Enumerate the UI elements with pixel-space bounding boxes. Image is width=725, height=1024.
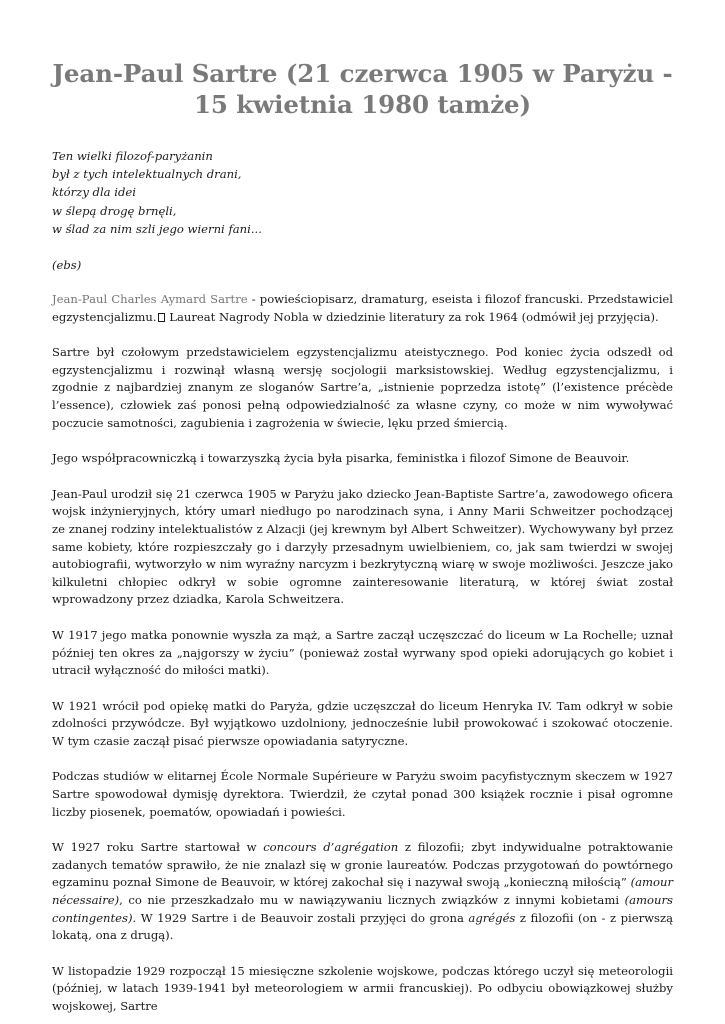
- italic-term: (amours contingentes): [52, 893, 673, 925]
- poem-line: w ślad za nim szli jego wierni fani...: [52, 221, 262, 236]
- intro-paragraph: [52, 291, 673, 326]
- paragraph-birth: Jean-Paul urodził się 21 czerwca 1905 w Paryżu jako dziecko Jean-Baptiste Sartre’a, zawodowego oficera wojsk inżynieryjnych, który umarł niedługo po narodzinach syna, i Anny Marii Schweitzer pochodzącej ze znanej rodziny intelektualistów z Alzacji (jej krewnym był Albert Schweitzer). Wychowywany był przez same kobiety, które rozpieszczały go i darzyły przesadnym uwielbieniem, co, jak sam twierdzi w swojej autobiografii, wytworzyło w nim wyraźny narcyzm i bezkrytyczną wiarę w swoje możliwości. Jeszcze jako kilkuletni chłopiec odkrył w sobie ogromne zainteresowanie literaturą, w której świat został wprowadzony przez dziadka, Karola Schweitzera.: [52, 486, 673, 607]
- poem-line: w ślepą drogę brnęli,: [52, 203, 177, 218]
- intro-text: - powieściopisarz, dramaturg, eseista i filozof francuski. Przedstawiciel egzystencjalizmu.: [52, 292, 673, 324]
- italic-term: (amour nécessaire): [52, 875, 673, 908]
- paragraph-beauvoir: Jego współpracowniczką i towarzyszką życia była pisarka, feministka i filozof Simone de Beauvoir.: [52, 451, 630, 466]
- paragraph-1917: W 1917 jego matka ponownie wyszła za mąż, a Sartre zaczął uczęszczać do liceum w La Rochelle; uznał później ten okres za „najgorszy w życiu” (ponieważ został wyrwany spod opieki adorujących go kobiet i utracił wyłączność do miłości matki).: [52, 627, 673, 678]
- paragraph-ens: Podczas studiów w elitarnej École Normale Supérieure w Paryżu swoim pacyfistycznym skeczem w 1927 Sartre spowodował dymisję dyrektora. Twierdził, że czytał ponad 300 książek rocznie i pisał ogromne liczby piosenek, poematów, opowiadań i powieści.: [52, 769, 673, 819]
- poem-signature: (ebs): [52, 258, 82, 273]
- paragraph-1929: W listopadzie 1929 rozpoczął 15 miesięczne szkolenie wojskowe, podczas którego uczył się meteorologii (później, w latach 1939-1941 był meteorologiem w armii francuskiej). Po odbyciu obowiązkowej służby wojskowej, Sartre: [52, 963, 673, 1014]
- paragraph-1927: [52, 839, 673, 945]
- text-run: z filozofii; zbyt indywidualne potraktowanie zadanych tematów sprawiło, że nie znalazł się w gronie laureatów. Podczas przygotowań do powtórnego egzaminu poznał Simone de Beauvoir, w której zakochał się i nazywał swoją „konieczną miłością”: [52, 840, 673, 890]
- poem-line: którzy dla idei: [52, 185, 136, 200]
- paragraph-existentialism: Sartre był czołowym przedstawicielem egzystencjalizmu ateistycznego. Pod koniec życia odszedł od egzystencjalizmu i rozwinął własną wersję socjologii marksistowskiej. Według egzystencjalizmu, i zgodnie z najbardziej znanym ze sloganów Sartre’a, „istnienie poprzedza istotę” (l’existence précède l’essence), człowiek zaś ponosi pełną odpowiedzialność za własne czyny, co może w nim wywoływać poczucie samotności, zagubienia i zagrożenia w świecie, lęku przed śmiercią.: [52, 345, 673, 430]
- italic-term: concours d’agrégation: [263, 840, 399, 855]
- page-title: Jean-Paul Sartre (21 czerwca 1905 w Paryżu - 15 kwietnia 1980 tamże): [52, 59, 673, 119]
- missing-glyph-icon: [158, 313, 165, 322]
- poem-line: był z tych intelektualnych drani,: [52, 167, 242, 182]
- text-run: . W 1929 Sartre i de Beauvoir zostali przyjęci do grona: [132, 910, 469, 925]
- italic-term: agrégés: [468, 910, 516, 925]
- poem-line: Ten wielki filozof-paryżanin: [52, 149, 213, 163]
- name-link[interactable]: Jean-Paul Charles Aymard Sartre: [52, 292, 248, 307]
- text-run: , co nie przeszkadzało mu w nawiązywaniu licznych związków z innymi kobietami: [119, 893, 625, 908]
- intro-text-nobel: Laureat Nagrody Nobla w dziedzinie literatury za rok 1964 (odmówił jej przyjęcia).: [165, 309, 659, 324]
- paragraph-1921: W 1921 wrócił pod opiekę matki do Paryża, gdzie uczęszczał do liceum Henryka IV. Tam odkrył w sobie zdolności przywódcze. Był wyjątkowo uzdolniony, jednocześnie lubił prowokować i szokować otoczenie. W tym czasie zaczął pisać pierwsze opowiadania satyryczne.: [52, 698, 673, 748]
- text-run: W 1927 roku Sartre startował w: [52, 840, 264, 855]
- text-run: z filozofii (on - z pierwszą lokatą, ona z drugą).: [52, 910, 674, 943]
- poem: [52, 147, 673, 238]
